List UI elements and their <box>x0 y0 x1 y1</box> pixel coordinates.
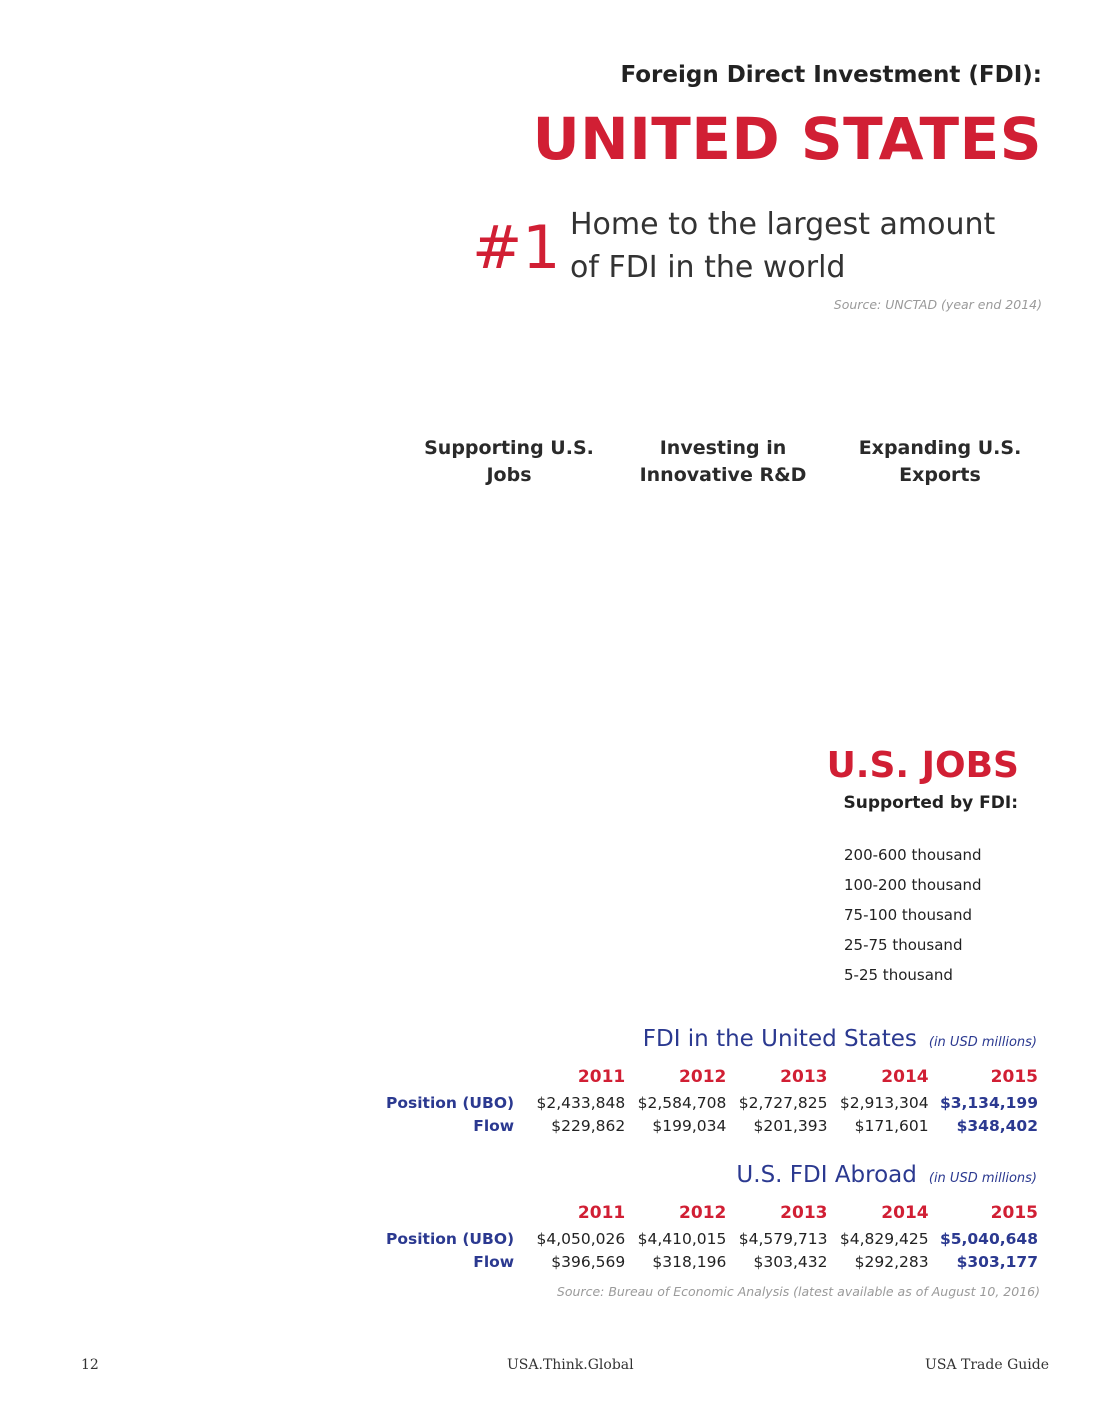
year-header: 2014 <box>881 1203 929 1223</box>
legend-item: 5-25 thousand <box>844 966 953 984</box>
unctad-source-note: Source: UNCTAD (year end 2014) <box>833 297 1042 312</box>
footer-page-number: 12 <box>81 1357 99 1373</box>
table-cell: $2,913,304 <box>839 1093 929 1112</box>
row-label: Flow <box>473 1252 515 1271</box>
row-label: Position (UBO) <box>386 1229 515 1248</box>
table-cell: $4,050,026 <box>536 1229 626 1248</box>
year-header: 2012 <box>679 1067 727 1087</box>
us-fdi-abroad-table <box>386 1199 1038 1273</box>
page-title: UNITED STATES <box>532 105 1042 173</box>
row-label: Position (UBO) <box>386 1093 515 1112</box>
pillar-expanding-exports: Expanding U.S. Exports <box>858 437 1022 486</box>
jobs-legend <box>844 843 982 993</box>
row-label: Flow <box>473 1116 515 1135</box>
table-row <box>386 1091 1038 1114</box>
table-cell: $396,569 <box>551 1252 626 1271</box>
table-cell: $292,283 <box>854 1252 929 1271</box>
page-subtitle: Foreign Direct Investment (FDI): <box>620 62 1042 88</box>
table-row <box>386 1250 1038 1273</box>
us-fdi-abroad-title-text: U.S. FDI Abroad <box>736 1162 917 1188</box>
table-cell-highlight: $5,040,648 <box>939 1229 1038 1248</box>
year-header: 2011 <box>577 1067 626 1087</box>
jobs-title: U.S. JOBS <box>826 745 1019 786</box>
table-cell: $318,196 <box>652 1252 727 1271</box>
table-cell: $229,862 <box>551 1116 626 1135</box>
footer-center-text: USA.Think.Global <box>507 1357 634 1373</box>
legend-item: 100-200 thousand <box>844 876 982 894</box>
legend-item: 75-100 thousand <box>844 906 973 924</box>
year-header: 2011 <box>577 1203 626 1223</box>
table-cell: $2,584,708 <box>637 1093 727 1112</box>
table-cell: $2,433,848 <box>536 1093 626 1112</box>
us-fdi-abroad-title <box>736 1162 1037 1188</box>
table-header-row <box>386 1063 1038 1091</box>
table-row <box>386 1114 1038 1137</box>
year-header: 2015 <box>990 1067 1038 1087</box>
fdi-in-us-title <box>643 1026 1037 1052</box>
pillar-supporting-jobs: Supporting U.S. Jobs <box>424 437 594 486</box>
year-header: 2012 <box>679 1203 727 1223</box>
pillar-investing-rd: Investing in Innovative R&D <box>639 437 807 486</box>
table-cell: $2,727,825 <box>738 1093 828 1112</box>
legend-item: 25-75 thousand <box>844 936 963 954</box>
table-cell: $4,829,425 <box>839 1229 929 1248</box>
fdi-in-us-table <box>386 1063 1038 1137</box>
fdi-in-us-unit: (in USD millions) <box>928 1035 1037 1050</box>
footer-right-text: USA Trade Guide <box>925 1357 1049 1373</box>
rank-number: #1 <box>472 213 561 283</box>
table-row <box>386 1227 1038 1250</box>
year-header: 2013 <box>780 1203 828 1223</box>
table-cell: $303,432 <box>753 1252 828 1271</box>
table-cell-highlight: $303,177 <box>956 1252 1038 1271</box>
year-header: 2014 <box>881 1067 929 1087</box>
legend-item: 200-600 thousand <box>844 846 982 864</box>
year-header: 2013 <box>780 1067 828 1087</box>
table-cell: $4,579,713 <box>738 1229 828 1248</box>
jobs-subtitle: Supported by FDI: <box>843 793 1018 813</box>
table-cell: $199,034 <box>652 1116 727 1135</box>
table-cell: $171,601 <box>854 1116 929 1135</box>
us-fdi-abroad-unit: (in USD millions) <box>928 1171 1037 1186</box>
table-header-row <box>386 1199 1038 1227</box>
year-header: 2015 <box>990 1203 1038 1223</box>
fdi-in-us-title-text: FDI in the United States <box>642 1026 917 1052</box>
table-cell-highlight: $348,402 <box>956 1116 1038 1135</box>
rank-description: Home to the largest amount of FDI in the world <box>570 207 996 285</box>
bea-source-note: Source: Bureau of Economic Analysis (latest available as of August 10, 2016) <box>556 1284 1040 1299</box>
table-cell: $201,393 <box>753 1116 828 1135</box>
table-cell-highlight: $3,134,199 <box>939 1093 1038 1112</box>
table-cell: $4,410,015 <box>637 1229 727 1248</box>
